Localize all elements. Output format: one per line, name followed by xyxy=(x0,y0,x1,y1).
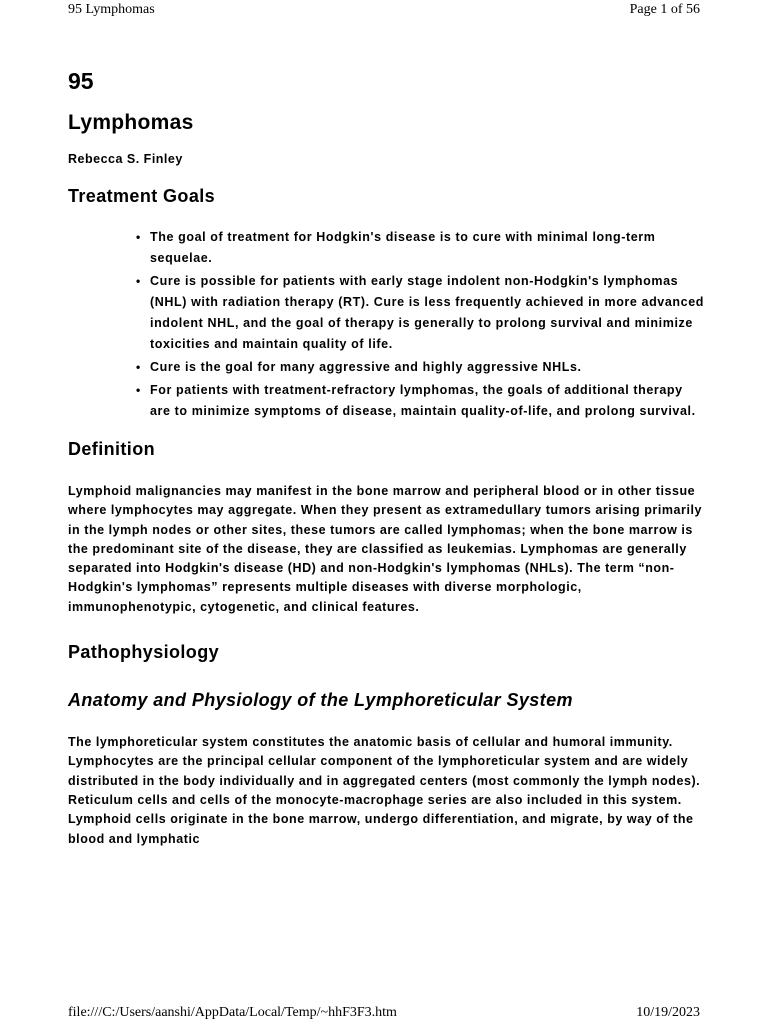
lymphoreticular-subheading: Anatomy and Physiology of the Lymphoreticular System xyxy=(68,690,573,711)
bullet-icon: • xyxy=(136,274,141,288)
list-item xyxy=(136,380,704,422)
lymphoreticular-paragraph: The lymphoreticular system constitutes the anatomic basis of cellular and humoral immunity. Lymphocytes are the principal cellular component of the lymphoreticular system and are widely distributed in the body individually and in aggregated centers (most commonly the lymph nodes). Reticulum cells and cells of the monocyte-macrophage series are also included in this system. Lymphoid cells originate in the bone marrow, undergo differentiation, and migrate, by way of the blood and lymphatic xyxy=(68,735,701,846)
print-header-title: 95 Lymphomas xyxy=(68,2,155,17)
list-item-text: Cure is possible for patients with early stage indolent non-Hodgkin's lymphomas (NHL) with radiation therapy (RT). Cure is less frequently achieved in more advanced indolent NHL, and the goal of therapy is generally to prolong survival and minimize toxicities and maintain quality of life. xyxy=(150,274,704,351)
definition-paragraph: Lymphoid malignancies may manifest in the bone marrow and peripheral blood or in other tissue where lymphocytes may aggregate. When they present as extramedullary tumors arising primarily in the lymph nodes or other sites, these tumors are called lymphomas; when the bone marrow is the predominant site of the disease, they are classified as leukemias. Lymphomas are generally separated into Hodgkin's disease (HD) and non-Hodgkin's lymphomas (NHLs). The term “non-Hodgkin's lymphomas” represents multiple diseases with diverse morphologic, immunophenotypic, cytogenetic, and clinical features. xyxy=(68,484,702,614)
list-item xyxy=(136,357,704,378)
list-item-text: The goal of treatment for Hodgkin's disease is to cure with minimal long-term sequelae. xyxy=(150,230,656,265)
chapter-title: Lymphomas xyxy=(68,111,194,134)
document-body xyxy=(68,64,704,849)
list-item-text: Cure is the goal for many aggressive and highly aggressive NHLs. xyxy=(150,360,582,374)
bullet-icon: • xyxy=(136,383,141,397)
list-item-text: For patients with treatment-refractory lymphomas, the goals of additional therapy are to minimize symptoms of disease, maintain quality-of-life, and prolong survival. xyxy=(150,383,696,418)
print-footer-file-path: file:///C:/Users/aanshi/AppData/Local/Temp/~hhF3F3.htm xyxy=(68,1005,397,1020)
treatment-goals-list xyxy=(68,227,704,422)
bullet-icon: • xyxy=(136,230,141,244)
print-header xyxy=(68,0,700,20)
author-name: Rebecca S. Finley xyxy=(68,152,183,166)
bullet-icon: • xyxy=(136,360,141,374)
definition-heading: Definition xyxy=(68,439,155,459)
treatment-goals-heading: Treatment Goals xyxy=(68,186,216,206)
pathophysiology-heading: Pathophysiology xyxy=(68,642,220,663)
list-item xyxy=(136,271,704,355)
chapter-number: 95 xyxy=(68,68,94,94)
list-item xyxy=(136,227,704,269)
print-header-page-number: Page 1 of 56 xyxy=(629,2,700,17)
print-footer xyxy=(68,1002,700,1024)
print-footer-date: 10/19/2023 xyxy=(636,1005,700,1020)
